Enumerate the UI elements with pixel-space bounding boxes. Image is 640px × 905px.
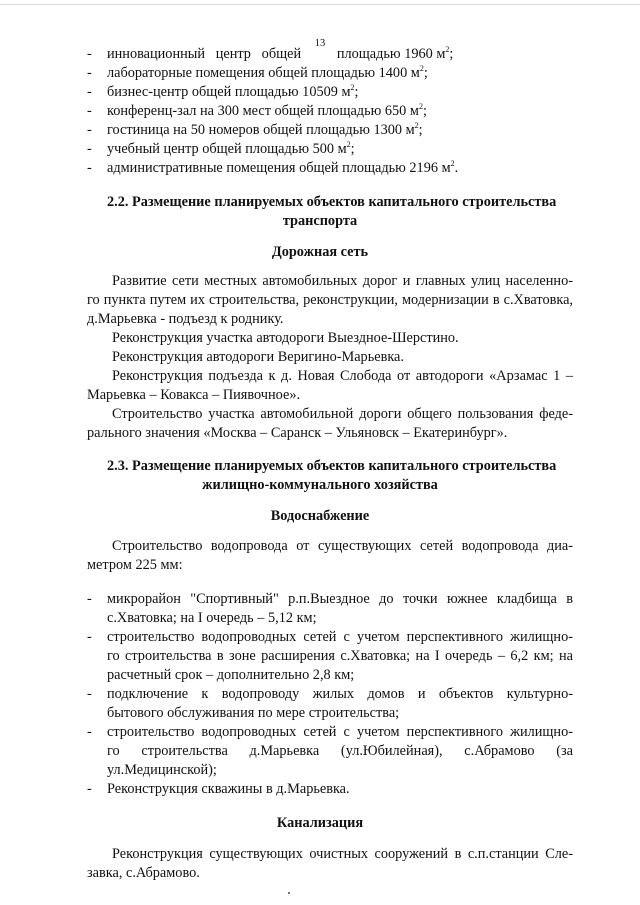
paragraph-line: Марьевка – Ковакса – Пиявочное». [87,387,301,403]
section-heading-line: 2.3. Размещение планируемых объектов капитального строительства [107,458,557,474]
list-item: конференц-зал на 300 мест общей площадью 650 $м^2$; [107,102,427,119]
list-item: строительство водопроводных сетей с учетом перспективного жилищно- [107,724,573,740]
list-item: бизнес-центр общей площадью 10509 $м^2$; [107,83,359,100]
list-bullet: - [87,122,92,138]
page-number: 13 [314,38,326,49]
section-heading-line: транспорта [282,213,358,229]
list-item: подключение к водопроводу жилых домов и объектов культурно- [107,686,573,702]
subheading: Водоснабжение [270,508,370,524]
subheading: Канализация [276,815,364,831]
list-bullet: - [87,46,92,62]
paragraph-line: Реконструкция подъезда к д. Новая Слобода от автодороги «Арзамас 1 – [112,368,573,384]
paragraph-line: го пункта путем их строительства, реконструкции, модернизации в с.Хватовка, [87,292,573,308]
list-bullet: - [87,160,92,176]
subheading: Дорожная сеть [271,244,369,260]
paragraph-line: Строительство участка автомобильной дороги общего пользования феде- [112,406,573,422]
scan-speck [288,892,290,894]
list-bullet: - [87,686,92,702]
paragraph-line: Развитие сети местных автомобильных дорог и главных улиц населенно- [112,273,573,289]
paragraph-line: метром 225 мм: [87,557,183,573]
paragraph-line: Реконструкция существующих очистных сооружений в с.п.станции Сле- [112,846,573,862]
list-item-continuation: го строительства д.Марьевка (ул.Юбилейная), с.Абрамово (за [107,743,573,759]
list-item: гостиница на 50 номеров общей площадью 1300 $м^2$; [107,121,423,138]
list-bullet: - [87,65,92,81]
list-bullet: - [87,141,92,157]
list-bullet: - [87,591,92,607]
paragraph-line: д.Марьевка - подъезд к роднику. [87,311,284,327]
list-item: Реконструкция скважины в д.Марьевка. [107,781,350,797]
list-item-continuation: расчетный срок – дополнительно 2,8 км; [107,667,355,683]
list-bullet: - [87,781,92,797]
section-heading-line: жилищно-коммунального хозяйства [202,477,438,493]
list-item: строительство водопроводных сетей с учетом перспективного жилищно- [107,629,573,645]
paragraph-line: Реконструкция автодороги Веригино-Марьевка. [112,349,404,365]
list-item: микрорайон "Спортивный" р.п.Выездное до точки южнее кладбища в [107,591,573,607]
list-bullet: - [87,629,92,645]
list-bullet: - [87,724,92,740]
paragraph-line: Реконструкция участка автодороги Выездное-Шерстино. [112,330,459,346]
list-item-continuation: ул.Медицинской); [107,762,217,778]
list-item: учебный центр общей площадью 500 $м^2$; [107,140,355,157]
list-item: административные помещения общей площадью 2196 $м^2$. [107,159,459,176]
paragraph-line: Строительство водопровода от существующих сетей водопровода диа- [112,538,573,554]
paragraph-line: рального значения «Москва – Саранск – Ульяновск – Екатеринбург». [87,425,508,441]
list-item-continuation: бытового обслуживания по мере строительства; [107,705,400,721]
section-heading-line: 2.2. Размещение планируемых объектов капитального строительства [107,194,557,210]
list-item-continuation: с.Хватовка; на I очередь – 5,12 км; [107,610,317,626]
list-item: лабораторные помещения общей площадью 1400 $м^2$; [107,64,428,81]
paragraph-line: завка, с.Абрамово. [87,865,200,881]
list-bullet: - [87,103,92,119]
list-bullet: - [87,84,92,100]
list-item: инновационный центр общей площадью 1960 $м^2$; [107,45,454,62]
list-item-continuation: го строительства в зоне расширения с.Хватовка; на I очередь – 6,2 км; на [107,648,573,664]
scan-edge-line [0,4,640,5]
